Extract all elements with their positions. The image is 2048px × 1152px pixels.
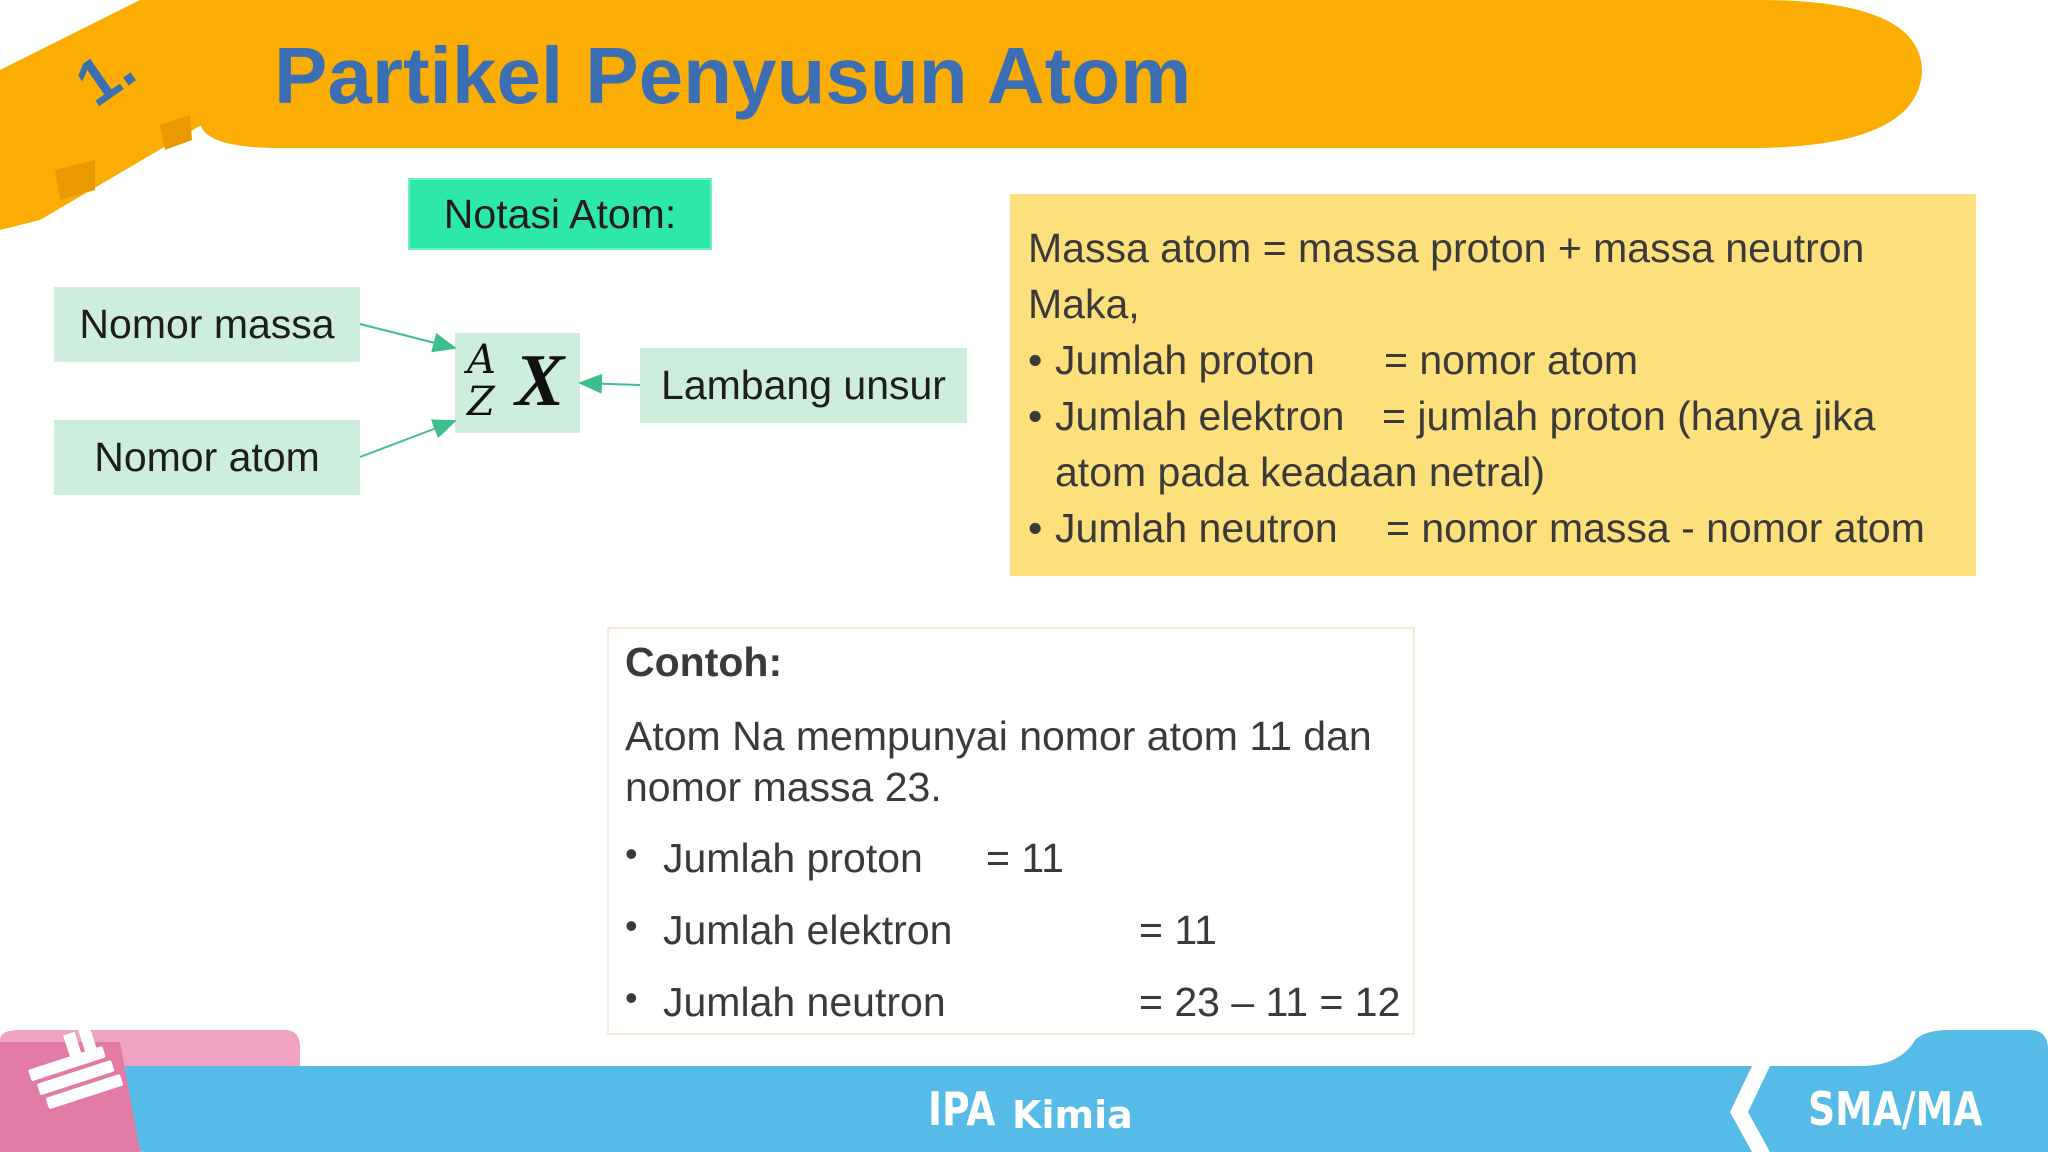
books-icon — [0, 1030, 140, 1152]
example-item-label: Jumlah elektron — [663, 907, 953, 953]
example-item-label: Jumlah proton — [663, 835, 923, 881]
example-item-value: = 11 — [1139, 907, 1217, 953]
atom-notation-symbol — [455, 333, 580, 433]
mass-number-arrow — [360, 324, 455, 348]
info-item-value: = jumlah proton (hanya jika — [1382, 393, 1876, 439]
atomic-mass-formula: Massa atom = massa proton + massa neutron — [1028, 225, 1865, 271]
atomic-mass-info-box — [1010, 194, 1976, 576]
example-box — [607, 627, 1415, 1035]
example-item-label: Jumlah neutron — [663, 979, 946, 1025]
info-item-label: Jumlah neutron — [1055, 505, 1338, 551]
footer-subject: IPA — [928, 1082, 996, 1136]
mass-number-superscript: A — [467, 337, 496, 383]
atomic-number-arrow — [360, 421, 455, 457]
bullet-icon: • — [1028, 393, 1043, 439]
example-item-value: = 23 – 11 = 12 — [1139, 979, 1401, 1025]
element-symbol-arrow — [580, 383, 640, 385]
bullet-icon: • — [625, 977, 638, 1018]
element-symbol: X — [515, 340, 565, 422]
info-item-value: = nomor massa - nomor atom — [1386, 505, 1925, 551]
info-conclusion: Maka, — [1028, 281, 1140, 327]
example-item-value: = 11 — [986, 835, 1064, 881]
bullet-icon: • — [625, 833, 638, 874]
info-item-continuation: atom pada keadaan netral) — [1055, 449, 1546, 495]
element-symbol-label: Lambang unsur — [640, 348, 967, 423]
mass-number-label: Nomor massa — [54, 287, 360, 362]
info-item-value: = nomor atom — [1384, 337, 1639, 383]
info-item-label: Jumlah proton — [1055, 337, 1315, 383]
bullet-icon: • — [1028, 337, 1043, 383]
info-item — [1028, 332, 1958, 388]
slide-number: 1. — [62, 30, 148, 120]
info-item — [1028, 388, 1958, 444]
bullet-icon: • — [625, 905, 638, 946]
atomic-number-label: Nomor atom — [54, 420, 360, 495]
example-description: Atom Na mempunyai nomor atom 11 dan nomor massa 23. — [625, 713, 1372, 810]
example-title: Contoh: — [625, 639, 783, 685]
footer-topic: Kimia — [1012, 1093, 1133, 1137]
info-item — [1028, 500, 1958, 556]
notation-heading: Notasi Atom: — [408, 178, 712, 250]
bullet-icon: • — [1028, 505, 1043, 551]
info-item-label: Jumlah elektron — [1055, 393, 1345, 439]
footer-level: SMA/MA — [1808, 1082, 1983, 1136]
slide-title: Partikel Penyusun Atom — [274, 31, 1192, 120]
atomic-number-subscript: Z — [467, 379, 495, 425]
